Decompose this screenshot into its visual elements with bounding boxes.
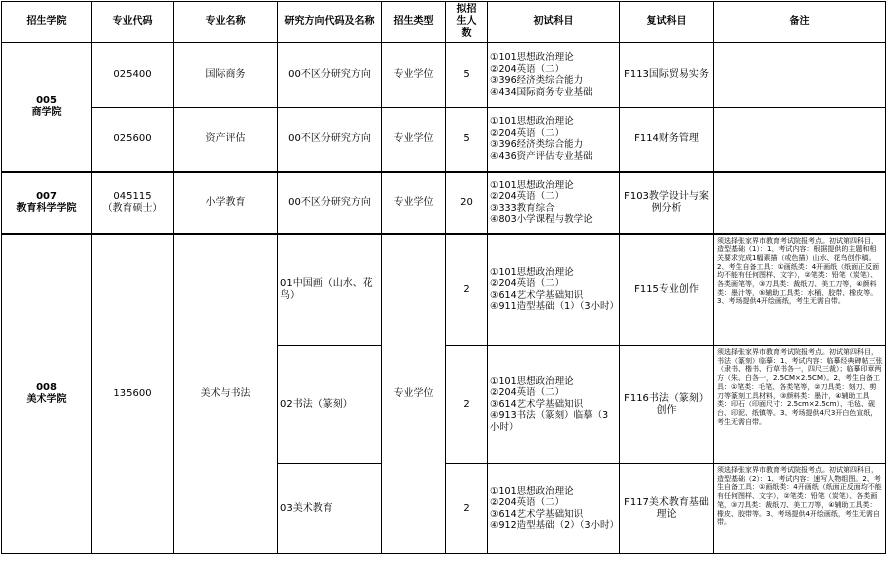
major-name: 美术与书法 [174, 234, 278, 554]
header-type: 招生类型 [382, 2, 446, 43]
header-quota: 拟招生人数 [446, 2, 488, 43]
admissions-table [1, 1, 886, 554]
initial-subjects [488, 108, 620, 172]
college-cell [2, 234, 92, 554]
initial-subjects [488, 346, 620, 464]
college-name: 美术学院 [26, 393, 67, 405]
remarks [714, 43, 886, 108]
header-major-name: 专业名称 [174, 2, 278, 43]
remarks-text: 须选择张家界市教育考试院报考点。初试第四科目，造型基础（1）：1、考试内容：根据提供的主题和相关要求完成1幅素描（或色描）山水、花鸟创作稿。2、考生自备工具：①画纸类：4开画纸（纸面正反面均不能有任何图样、文字），②笔类：铅笔（炭笔）、各类画笔等，③刀具类：裁纸刀、美工刀等，④颜料类：墨汁等，⑤辅助工具类：水桶、胶带、橡皮等。3、考场提供4开绘画纸，考生无需自带。 [717, 236, 880, 306]
header-direction: 研究方向代码及名称 [278, 2, 382, 43]
college-code: 005 [36, 94, 57, 106]
subject-item: ③396经济类综合能力 [490, 75, 584, 86]
remarks [714, 172, 886, 234]
admission-type: 专业学位 [382, 172, 446, 234]
table-row [2, 234, 886, 346]
direction: 00不区分研究方向 [278, 108, 382, 172]
subject-item: ②204英语（二） [490, 387, 565, 399]
college-cell [2, 43, 92, 172]
subject-item: ③614艺术学基础知识 [490, 398, 584, 410]
subject-item: ①101思想政治理论 [490, 52, 574, 63]
subject-item: ①101思想政治理论 [490, 266, 574, 278]
retest-subject: F117美术教育基础理论 [620, 464, 714, 554]
college-name: 商学院 [31, 106, 62, 118]
direction: 03美术教育 [278, 464, 382, 554]
major-name: 小学教育 [174, 172, 278, 234]
subject-item: ②204英语（二） [490, 497, 565, 508]
major-code-note: （教育硕士） [102, 202, 163, 214]
subject-item: ②204英语（二） [490, 191, 565, 202]
quota: 5 [446, 108, 488, 172]
header-row [2, 2, 886, 43]
table-row [2, 108, 886, 172]
subject-item: ②204英语（二） [490, 127, 565, 139]
college-code: 007 [36, 190, 57, 202]
initial-subjects [488, 464, 620, 554]
subject-item: ①101思想政治理论 [490, 116, 574, 128]
major-code-cell [92, 172, 174, 234]
quota: 20 [446, 172, 488, 234]
admission-type: 专业学位 [382, 108, 446, 172]
header-remarks: 备注 [714, 2, 886, 43]
college-code: 008 [36, 381, 57, 393]
remarks [714, 346, 886, 464]
header-retest-subject: 复试科目 [620, 2, 714, 43]
major-name: 国际商务 [174, 43, 278, 108]
quota: 2 [446, 234, 488, 346]
major-code: 135600 [92, 234, 174, 554]
subject-item: ②204英语（二） [490, 63, 565, 75]
retest-subject: F103教学设计与案例分析 [620, 172, 714, 234]
major-code: 025600 [92, 108, 174, 172]
remarks-text: 须选择张家界市教育考试院报考点。初试第四科目，书法（篆刻）临摹：1、考试内容：临摹经典碑帖三张（隶书、楷书、行草书各一，四尺三裁）；临摹印章两方（朱、白各一，2.5CM×2.5CM）。2、考生自备工具：①笔类：毛笔、各类笔等，②刀具类：刻刀、剪刀等篆刻工具材料，③颜料类：墨汁，④辅助工具类：印石（印面尺寸：2.5cm×2.5cm）、毛毡、砚台、印泥、纸镇等。3、考场提供4尺3开白色宣纸，考生无需自带。 [717, 348, 883, 426]
subject-item: ③333教育综合 [490, 202, 555, 214]
remarks [714, 234, 886, 346]
retest-subject: F115专业创作 [620, 234, 714, 346]
subject-item: ④434国际商务专业基础 [490, 86, 593, 98]
college-name: 教育科学学院 [16, 202, 77, 214]
retest-subject: F116书法（篆刻）创作 [620, 346, 714, 464]
direction: 01中国画（山水、花鸟） [278, 234, 382, 346]
direction: 02书法（篆刻） [278, 346, 382, 464]
subject-item: ②204英语（二） [490, 278, 565, 290]
remarks [714, 464, 886, 554]
major-name: 资产评估 [174, 108, 278, 172]
header-college: 招生学院 [2, 2, 92, 43]
direction: 00不区分研究方向 [278, 43, 382, 108]
table-row [2, 43, 886, 108]
initial-subjects [488, 234, 620, 346]
subject-item: ①101思想政治理论 [490, 375, 574, 387]
remarks [714, 108, 886, 172]
subject-item: ④913书法（篆刻）临摹（3小时） [490, 410, 609, 433]
subject-item: ④436资产评估专业基础 [490, 150, 593, 162]
header-major-code: 专业代码 [92, 2, 174, 43]
quota: 2 [446, 346, 488, 464]
direction: 00不区分研究方向 [278, 172, 382, 234]
subject-item: ③614艺术学基础知识 [490, 289, 584, 301]
quota: 5 [446, 43, 488, 108]
subject-item: ④912造型基础（2）（3小时） [490, 520, 619, 531]
subject-item: ③396经济类综合能力 [490, 139, 584, 151]
initial-subjects [488, 43, 620, 108]
major-code: 045115 [113, 190, 152, 202]
header-initial-subjects: 初试科目 [488, 2, 620, 43]
college-cell [2, 172, 92, 234]
subject-item: ①101思想政治理论 [490, 179, 574, 191]
initial-subjects [488, 172, 620, 234]
admission-type: 专业学位 [382, 43, 446, 108]
major-code: 025400 [92, 43, 174, 108]
retest-subject: F114财务管理 [620, 108, 714, 172]
admission-type: 专业学位 [382, 234, 446, 554]
retest-subject: F113国际贸易实务 [620, 43, 714, 108]
quota: 2 [446, 464, 488, 554]
subject-item: ④803小学课程与教学论 [490, 214, 593, 225]
remarks-text: 须选择张家界市教育考试院报考点。初试第四科目，造型基础（2）：1、考试内容：速写人物组图。2、考生自备工具：①画纸类：4开画纸（纸面正反面均不能有任何图样、文字），②笔类：铅笔（炭笔）、各类画笔，③刀具类：裁纸刀、美工刀等，④辅助工具类：橡皮、胶带等。3、考场提供4开绘画纸，考生无需自带。 [717, 466, 882, 527]
subject-item: ③614艺术学基础知识 [490, 508, 584, 520]
subject-item: ①101思想政治理论 [490, 485, 574, 497]
subject-item: ④911造型基础（1）（3小时） [490, 301, 619, 313]
table-row [2, 172, 886, 234]
